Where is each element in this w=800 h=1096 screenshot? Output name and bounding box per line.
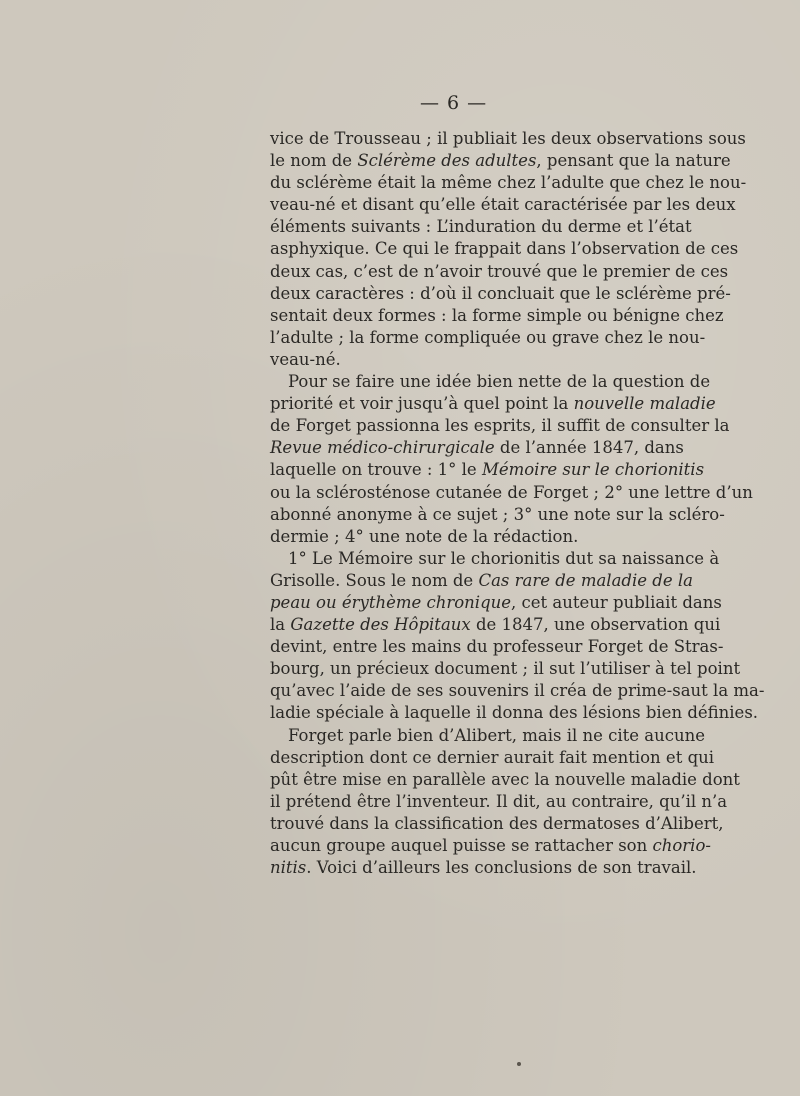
- text-line: [270, 393, 716, 415]
- text-line: [270, 658, 741, 680]
- text-run: Forget parle bien d’Alibert, mais il ne cite aucune: [288, 725, 706, 745]
- text-line: [270, 349, 682, 371]
- italic-run: Revue médico-chirurgicale: [270, 438, 495, 458]
- text-line: [270, 238, 739, 260]
- text-run: deux cas, c’est de n’avoir trouvé que le premier de ces: [270, 261, 729, 281]
- body-text: [270, 128, 765, 879]
- text-run: abonné anonyme à ce sujet ; 3° une note sur la scléro-: [270, 504, 725, 524]
- page-number: — 6 —: [420, 92, 488, 114]
- text-line: [270, 813, 724, 835]
- text-line: [270, 592, 722, 614]
- text-line: [270, 857, 697, 879]
- text-run: de Forget passionna les esprits, il suffit de consulter la: [270, 416, 730, 436]
- text-run: sentait deux formes : la forme simple ou bénigne chez: [270, 305, 724, 325]
- text-line: [270, 128, 746, 150]
- italic-run: nouvelle maladie: [573, 394, 716, 414]
- italic-run: Sclérème des adultes: [357, 151, 537, 171]
- text-line: [270, 216, 692, 238]
- text-run: , pensant que la nature: [536, 151, 731, 171]
- text-line: [270, 570, 693, 592]
- ink-speck: [517, 1062, 521, 1066]
- text-line: [270, 371, 711, 393]
- text-line: [270, 636, 724, 658]
- text-run: laquelle on trouve : 1° le: [270, 460, 482, 480]
- text-run: ou la sclérosténose cutanée de Forget ; 2° une lettre d’un: [270, 482, 753, 502]
- text-run: asphyxique. Ce qui le frappait dans l’observation de ces: [270, 239, 739, 259]
- text-run: bourg, un précieux document ; il sut l’utiliser à tel point: [270, 659, 741, 679]
- text-run: aucun groupe auquel puisse se rattacher son: [270, 836, 653, 855]
- text-line: [270, 548, 720, 570]
- text-line: [270, 437, 682, 459]
- text-run: . Voici d’ailleurs les conclusions de son travail.: [306, 858, 697, 878]
- text-run: pût être mise en parallèle avec la nouvelle maladie dont: [270, 769, 740, 789]
- italic-run: chorio-: [652, 836, 711, 855]
- text-run: qu’avec l’aide de ses souvenirs il créa de prime-saut la ma-: [270, 681, 765, 701]
- text-line: [270, 504, 725, 526]
- text-run: trouvé dans la classification des dermatoses d’Alibert,: [270, 813, 724, 833]
- text-line: [270, 702, 759, 724]
- text-line: [270, 459, 705, 481]
- text-run: priorité et voir jusqu’à quel point la: [270, 394, 574, 414]
- text-run: de l’année 1847, dans: [494, 438, 684, 458]
- text-run: l’adulte ; la forme compliquée ou grave chez le nou-: [270, 327, 706, 347]
- text-run: veau-né.: [270, 349, 341, 369]
- italic-run: nitis: [270, 858, 307, 878]
- text-line: [270, 835, 711, 857]
- text-line: [270, 725, 706, 747]
- text-run: deux caractères : d’où il concluait que le sclérème pré-: [270, 283, 731, 303]
- text-run: , cet auteur publiait dans: [511, 592, 722, 612]
- text-line: [270, 482, 753, 504]
- text-run: de 1847, une observation qui: [470, 615, 721, 635]
- text-run: du sclérème était la même chez l’adulte que chez le nou-: [270, 173, 747, 193]
- text-run: il prétend être l’inventeur. Il dit, au contraire, qu’il n’a: [270, 791, 728, 811]
- text-line: [270, 791, 728, 813]
- text-line: [270, 680, 765, 702]
- text-run: description dont ce dernier aurait fait mention et qui: [270, 747, 715, 767]
- italic-run: Mémoire sur le chorionitis: [481, 460, 705, 480]
- text-line: [270, 327, 706, 349]
- text-line: [270, 150, 731, 172]
- text-line: [270, 415, 730, 437]
- text-run: le nom de: [270, 151, 358, 171]
- text-run: vice de Trousseau ; il publiait les deux observations sous: [270, 129, 746, 148]
- text-run: veau-né et disant qu’elle était caractérisée par les deux: [270, 195, 736, 215]
- italic-run: peau ou érythème chronique: [270, 592, 512, 612]
- text-line: [270, 194, 736, 216]
- text-run: 1° Le Mémoire sur le chorionitis dut sa naissance à: [288, 548, 720, 568]
- text-line: [270, 526, 682, 548]
- italic-run: Gazette des Hôpitaux: [290, 615, 471, 635]
- text-run: dermie ; 4° une note de la rédaction.: [270, 526, 579, 546]
- text-line: [270, 305, 724, 327]
- text-line: [270, 172, 747, 194]
- text-line: [270, 747, 715, 769]
- text-line: [270, 769, 740, 791]
- text-run: éléments suivants : L’induration du derme et l’état: [270, 217, 692, 237]
- text-run: ladie spéciale à laquelle il donna des lésions bien définies.: [270, 703, 759, 723]
- italic-run: Cas rare de maladie de la: [478, 570, 693, 590]
- text-run: la: [270, 615, 291, 635]
- text-line: [270, 283, 731, 305]
- text-run: Pour se faire une idée bien nette de la question de: [288, 372, 711, 392]
- text-run: devint, entre les mains du professeur Forget de Stras-: [270, 637, 724, 657]
- text-line: [270, 261, 729, 283]
- text-line: [270, 614, 721, 636]
- text-run: Grisolle. Sous le nom de: [270, 570, 479, 590]
